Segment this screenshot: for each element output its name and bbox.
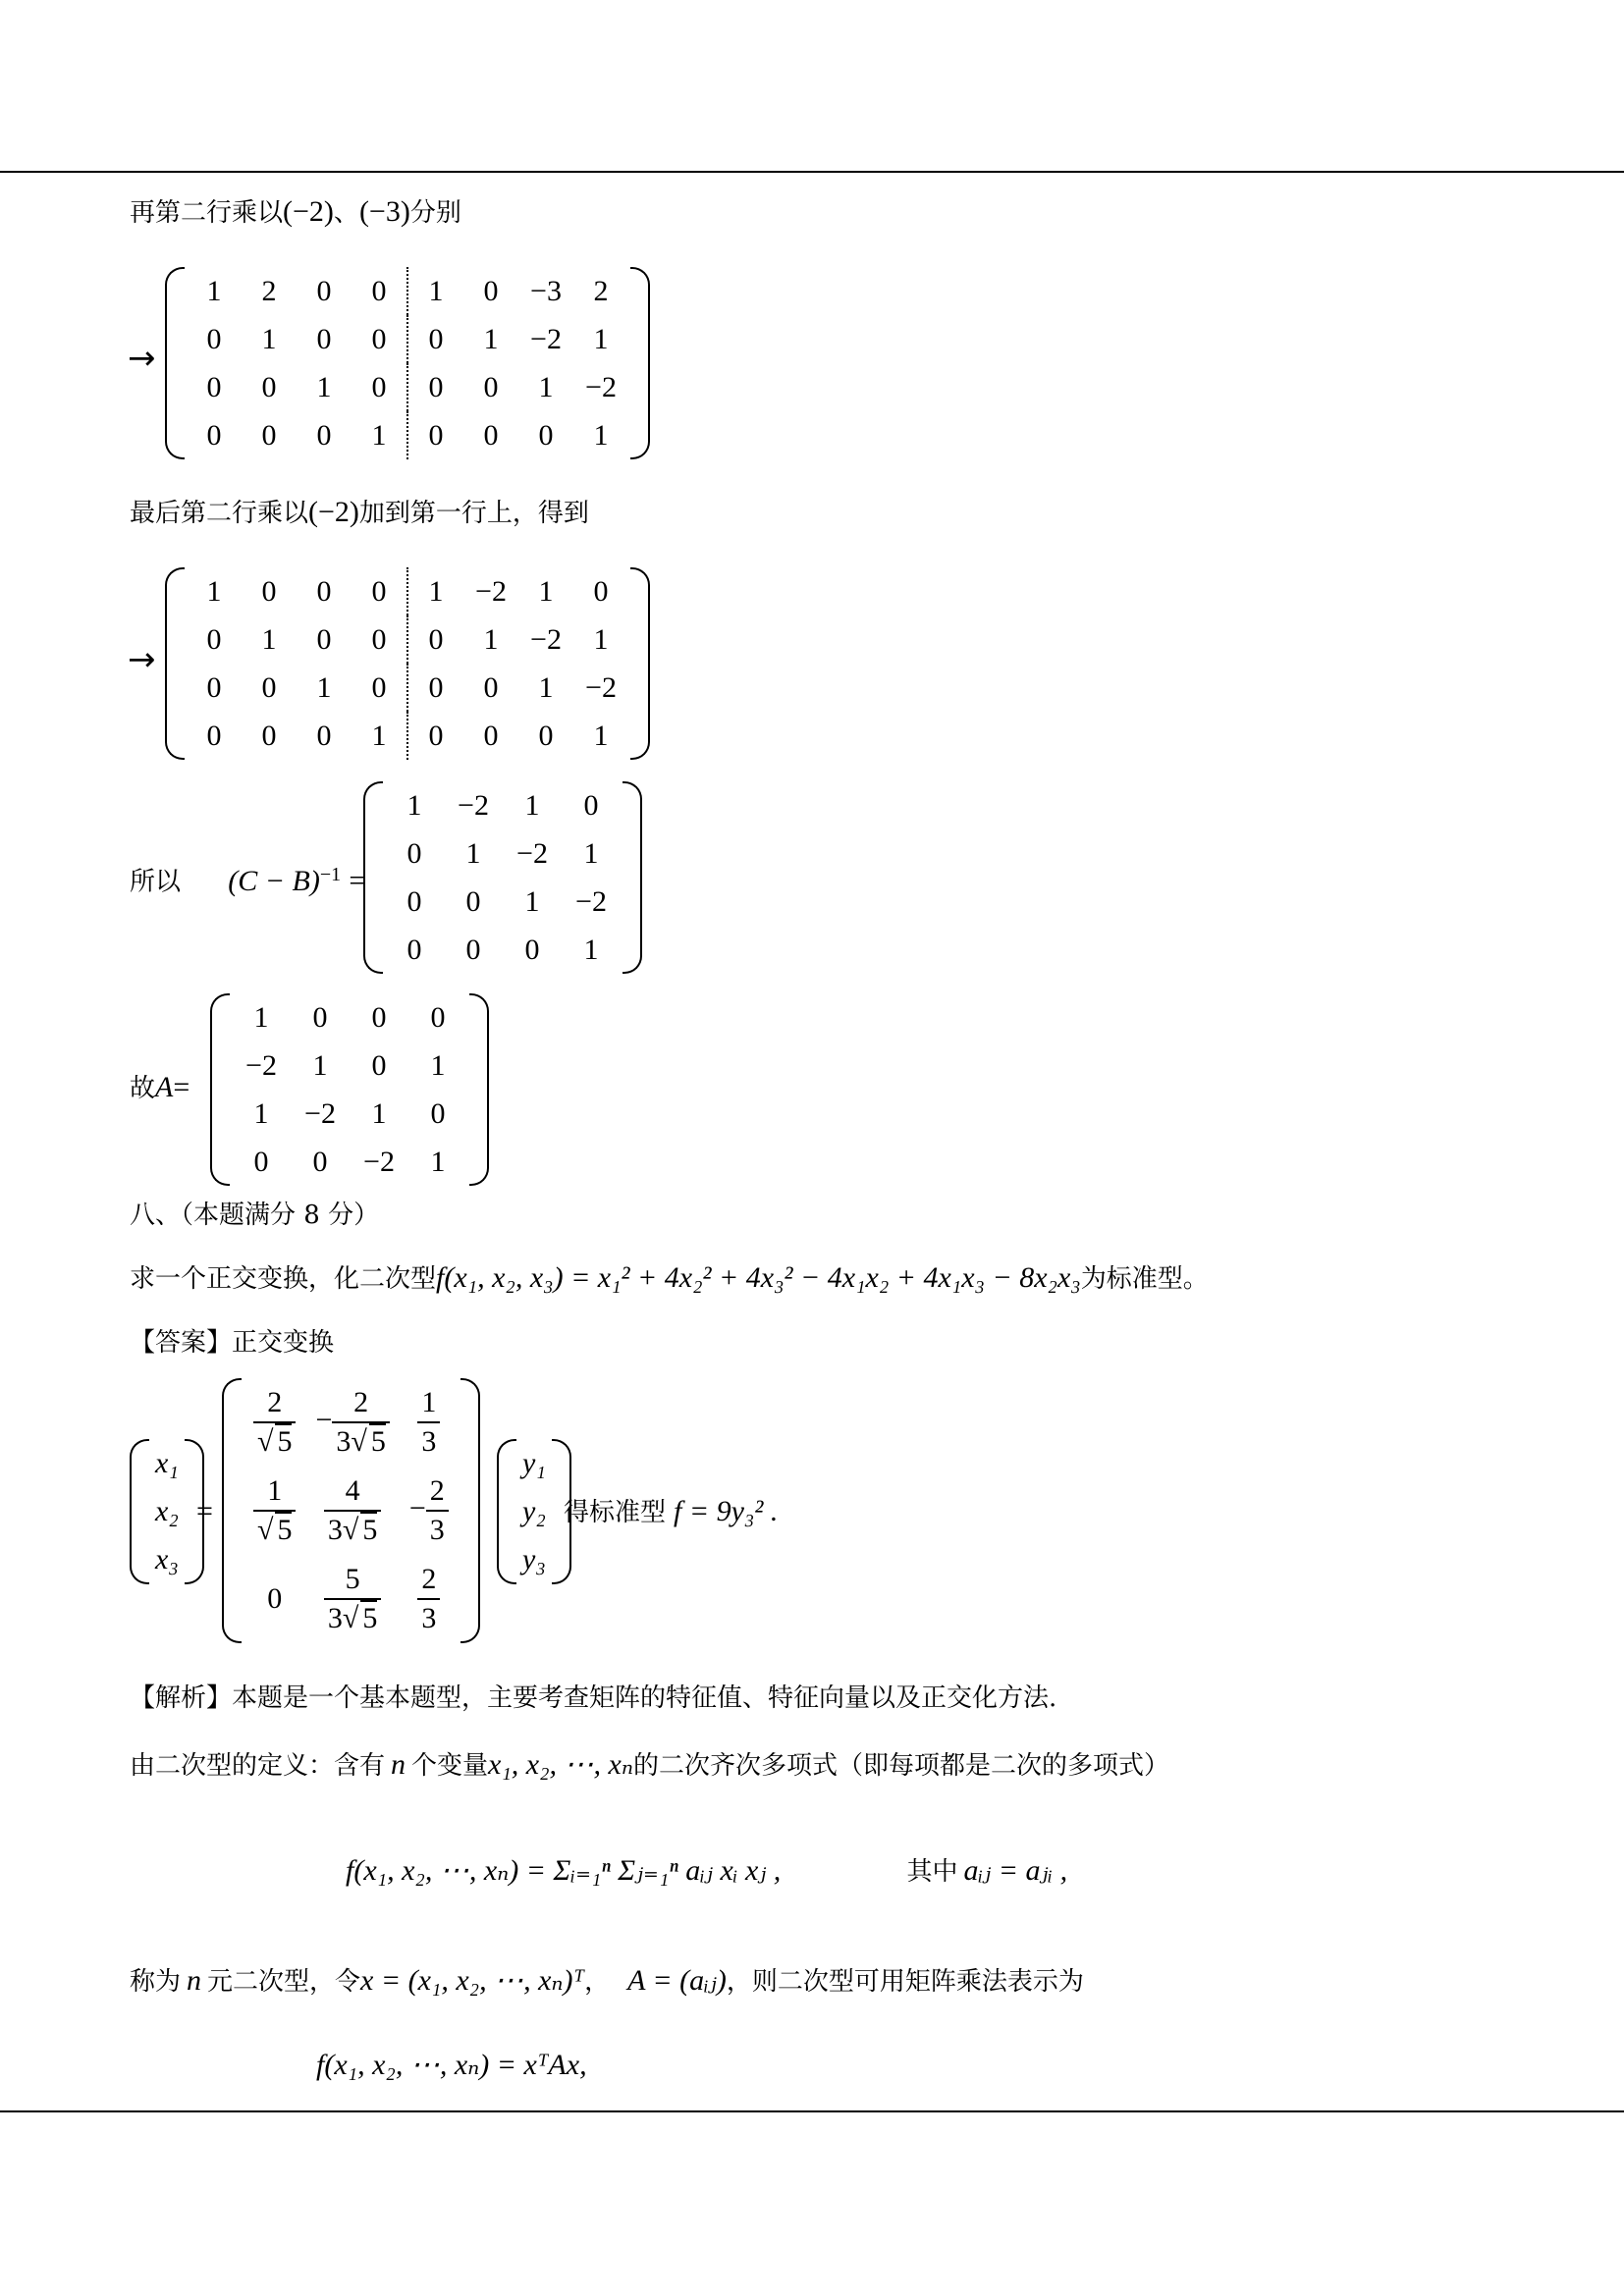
matrix-entry: 0 (206, 370, 222, 403)
right-bracket (630, 567, 650, 760)
matrix-entry: 1 (428, 274, 444, 307)
matrix-row (232, 1041, 467, 1090)
matrix-row (187, 567, 628, 615)
left-bracket (130, 1439, 149, 1584)
matrix-entry: −3 (530, 274, 562, 307)
matrix-entry: 0 (371, 322, 387, 355)
matrix-entry: 0 (406, 836, 422, 870)
footer-rule (0, 2110, 1624, 2112)
matrix-entry: 0 (465, 884, 481, 918)
matrix-entry: 1 (583, 933, 599, 966)
matrix-entry: 0 (538, 418, 554, 452)
matrix-entry: 0 (371, 1048, 387, 1082)
matrix-row (187, 664, 628, 712)
vector-entry: y₁ (522, 1446, 546, 1479)
matrix-entry: 0 (206, 719, 222, 752)
matrix-entry: 1 (430, 1048, 446, 1082)
matrix-entry: $\frac{1}{√ 5}$ (244, 1467, 305, 1555)
matrix-entry: 1 (406, 788, 422, 822)
matrix-entry: 1 (524, 788, 540, 822)
standard-form-line: 得标准型 f = 9y₃² . (564, 1495, 779, 1527)
right-bracket (630, 267, 650, 459)
matrix-row (232, 993, 467, 1041)
matrix-entry: 0 (316, 322, 332, 355)
matrix-entry: 1 (312, 1048, 328, 1082)
matrix-entry: 0 (312, 1145, 328, 1178)
matrix-entry: 0 (483, 370, 499, 403)
matrix-entry: 0 (465, 933, 481, 966)
matrix-row (187, 315, 628, 363)
left-bracket (210, 993, 230, 1186)
matrix-entry: 0 (261, 670, 277, 704)
matrix-entry: 0 (261, 418, 277, 452)
matrix-entry: 1 (206, 274, 222, 307)
matrix-entry: −2 (304, 1096, 336, 1130)
matrix-entry: $\frac{2}{3}$ (400, 1555, 459, 1643)
matrix-entry: −2 (245, 1048, 277, 1082)
arrow-2: → (128, 640, 156, 679)
matrix-entry: 1 (430, 1145, 446, 1178)
augmented-matrix-1 (165, 267, 650, 459)
matrix-entry: 0 (206, 322, 222, 355)
matrix-entry: 0 (316, 574, 332, 608)
matrix-entry: 0 (371, 370, 387, 403)
vector-entry: y₂ (522, 1494, 546, 1527)
matrix-entry: 0 (371, 1000, 387, 1034)
matrix-entry: −2 (585, 370, 617, 403)
matrix-entry: − $\frac{2}{3√ 5}$ (305, 1378, 399, 1467)
matrix-entry: 0 (428, 322, 444, 355)
matrix-entry: $\frac{1}{3}$ (400, 1378, 459, 1467)
vector-entry: y₃ (522, 1542, 546, 1575)
matrix-entry: 0 (253, 1145, 269, 1178)
matrix-entry: 1 (593, 418, 609, 452)
matrix-entry: 1 (316, 670, 332, 704)
matrix-entry: 1 (465, 836, 481, 870)
matrix-entry: 0 (316, 418, 332, 452)
matrix-entry: 0 (428, 670, 444, 704)
matrix-entry: 1 (524, 884, 540, 918)
left-bracket (165, 267, 185, 459)
matrix-entry: 1 (483, 622, 499, 656)
matrix-entry: 1 (583, 836, 599, 870)
matrix-entry: 0 (483, 418, 499, 452)
matrix-entry: 0 (430, 1096, 446, 1130)
matrix-entry: 0 (428, 622, 444, 656)
matrix-entry: 1 (483, 322, 499, 355)
matrix-entry: 0 (316, 274, 332, 307)
matrix-entry: $\frac{2}{√ 5}$ (244, 1378, 305, 1467)
y-vector (497, 1439, 571, 1584)
transform-eq: = (196, 1495, 213, 1527)
x-vector (130, 1439, 204, 1584)
matrix-entry: −2 (530, 322, 562, 355)
matrix-entry: 1 (316, 370, 332, 403)
A-matrix (210, 993, 489, 1186)
matrix-entry: 0 (406, 933, 422, 966)
matrix-entry: 0 (316, 622, 332, 656)
left-bracket (165, 567, 185, 760)
matrix-entry: 1 (593, 322, 609, 355)
left-bracket (363, 781, 383, 974)
matrix-entry: $\frac{5}{3√ 5}$ (305, 1555, 399, 1643)
matrix-entry: 1 (261, 322, 277, 355)
matrix-entry: −2 (363, 1145, 395, 1178)
matrix-entry: 0 (593, 574, 609, 608)
right-bracket (460, 1378, 480, 1643)
matrix-entry: 0 (316, 719, 332, 752)
matrix-entry: 0 (371, 670, 387, 704)
definition-line: 由二次型的定义：含有 n 个变量x₁, x₂, ⋯, xₙ的二次齐次多项式（即每项都是二次的多项式） (130, 1748, 1170, 1781)
matrix-row (187, 267, 628, 315)
matrix-entry: 1 (593, 719, 609, 752)
orthogonal-matrix (222, 1378, 480, 1643)
inverse-matrix (363, 781, 642, 974)
matrix-entry: 1 (371, 1096, 387, 1130)
matrix-entry: 0 (371, 274, 387, 307)
matrix-entry: −2 (458, 788, 489, 822)
matrix-row (187, 615, 628, 664)
matrix-entry: 0 (428, 418, 444, 452)
matrix-row (385, 878, 621, 926)
matrix-entry: 0 (406, 884, 422, 918)
matrix-entry: −2 (575, 884, 607, 918)
left-bracket (497, 1439, 516, 1584)
vector-entry: x₂ (155, 1494, 179, 1527)
matrix-row (187, 363, 628, 411)
matrix-entry: 0 (206, 418, 222, 452)
matrix-entry: 1 (538, 670, 554, 704)
matrix-entry: 0 (206, 622, 222, 656)
matrix-entry: 0 (267, 1582, 283, 1615)
matrix-entry: 1 (253, 1000, 269, 1034)
matrix-form-line: f(x₁, x₂, ⋯, xₙ) = xᵀAx, (316, 2049, 587, 2081)
matrix-entry: 1 (206, 574, 222, 608)
sum-formula-line: f(x₁, x₂, ⋯, xₙ) = Σᵢ₌₁ⁿ Σⱼ₌₁ⁿ aᵢⱼ xᵢ xⱼ , 其中 aᵢⱼ = aⱼᵢ , (346, 1854, 1068, 1887)
matrix-entry: 0 (583, 788, 599, 822)
matrix-entry: −2 (516, 836, 548, 870)
A-label-line: 故A= (130, 1071, 190, 1103)
matrix-entry: 0 (261, 574, 277, 608)
matrix-entry: 1 (261, 622, 277, 656)
matrix-entry: 1 (371, 719, 387, 752)
matrix-entry: 0 (428, 370, 444, 403)
matrix-entry: 1 (593, 622, 609, 656)
matrix-row (385, 829, 621, 878)
vector-entry: x₁ (155, 1446, 179, 1479)
matrix-row (232, 1090, 467, 1138)
matrix-entry: 0 (312, 1000, 328, 1034)
matrix-entry: 0 (428, 719, 444, 752)
matrix-entry: 0 (430, 1000, 446, 1034)
augmented-matrix-2 (165, 567, 650, 760)
answer-line: 【答案】正交变换 (130, 1328, 335, 1358)
matrix-entry: 0 (483, 274, 499, 307)
matrix-row (385, 926, 621, 974)
matrix-entry: 0 (371, 622, 387, 656)
matrix-entry: −2 (585, 670, 617, 704)
right-bracket (623, 781, 642, 974)
matrix-row (232, 1138, 467, 1186)
matrix-entry: −2 (530, 622, 562, 656)
text-line-2: 最后第二行乘以(−2)加到第一行上，得到 (130, 496, 589, 528)
left-bracket (222, 1378, 242, 1643)
matrix-entry: 0 (524, 933, 540, 966)
section-8-heading: 八、（本题满分 8 分） (130, 1201, 380, 1230)
matrix-row (187, 411, 628, 459)
matrix-entry: $\frac{4}{3√ 5}$ (305, 1467, 399, 1555)
matrix-entry: 0 (483, 719, 499, 752)
matrix-entry: 0 (483, 670, 499, 704)
inverse-label-line: 所以 $(C - B)^{-1}$ = (130, 864, 366, 897)
header-rule (0, 171, 1624, 173)
matrix-entry: 1 (428, 574, 444, 608)
question-line: 求一个正交变换，化二次型f(x₁, x₂, x₃) = x₁² + 4x₂² + 4x₃² − 4x₁x₂ + 4x₁x₃ − 8x₂x₃为标准型。 (130, 1261, 1209, 1294)
matrix-entry: 0 (261, 370, 277, 403)
matrix-entry: 0 (538, 719, 554, 752)
matrix-entry: 1 (371, 418, 387, 452)
analysis-line: 【解析】本题是一个基本题型，主要考查矩阵的特征值、特征向量以及正交化方法. (130, 1683, 1057, 1713)
matrix-entry: 0 (206, 670, 222, 704)
matrix-entry: 0 (261, 719, 277, 752)
matrix-entry: 1 (538, 370, 554, 403)
matrix-entry: 1 (538, 574, 554, 608)
matrix-entry: 0 (371, 574, 387, 608)
matrix-row (187, 712, 628, 760)
arrow-1: → (128, 339, 156, 378)
quadratic-form-line: 称为 n 元二次型，令x = (x₁, x₂, ⋯, xₙ)ᵀ， A = (aᵢⱼ)，则二次型可用矩阵乘法表示为 (130, 1964, 1084, 1997)
vector-entry: x₃ (155, 1542, 179, 1575)
matrix-entry: 2 (261, 274, 277, 307)
right-bracket (469, 993, 489, 1186)
matrix-entry: 2 (593, 274, 609, 307)
matrix-entry: −2 (475, 574, 507, 608)
matrix-entry: − $\frac{2}{3}$ (400, 1467, 459, 1555)
matrix-row (385, 781, 621, 829)
text-line-1: 再第二行乘以(−2)、(−3)分别 (130, 195, 461, 228)
matrix-entry: 1 (253, 1096, 269, 1130)
